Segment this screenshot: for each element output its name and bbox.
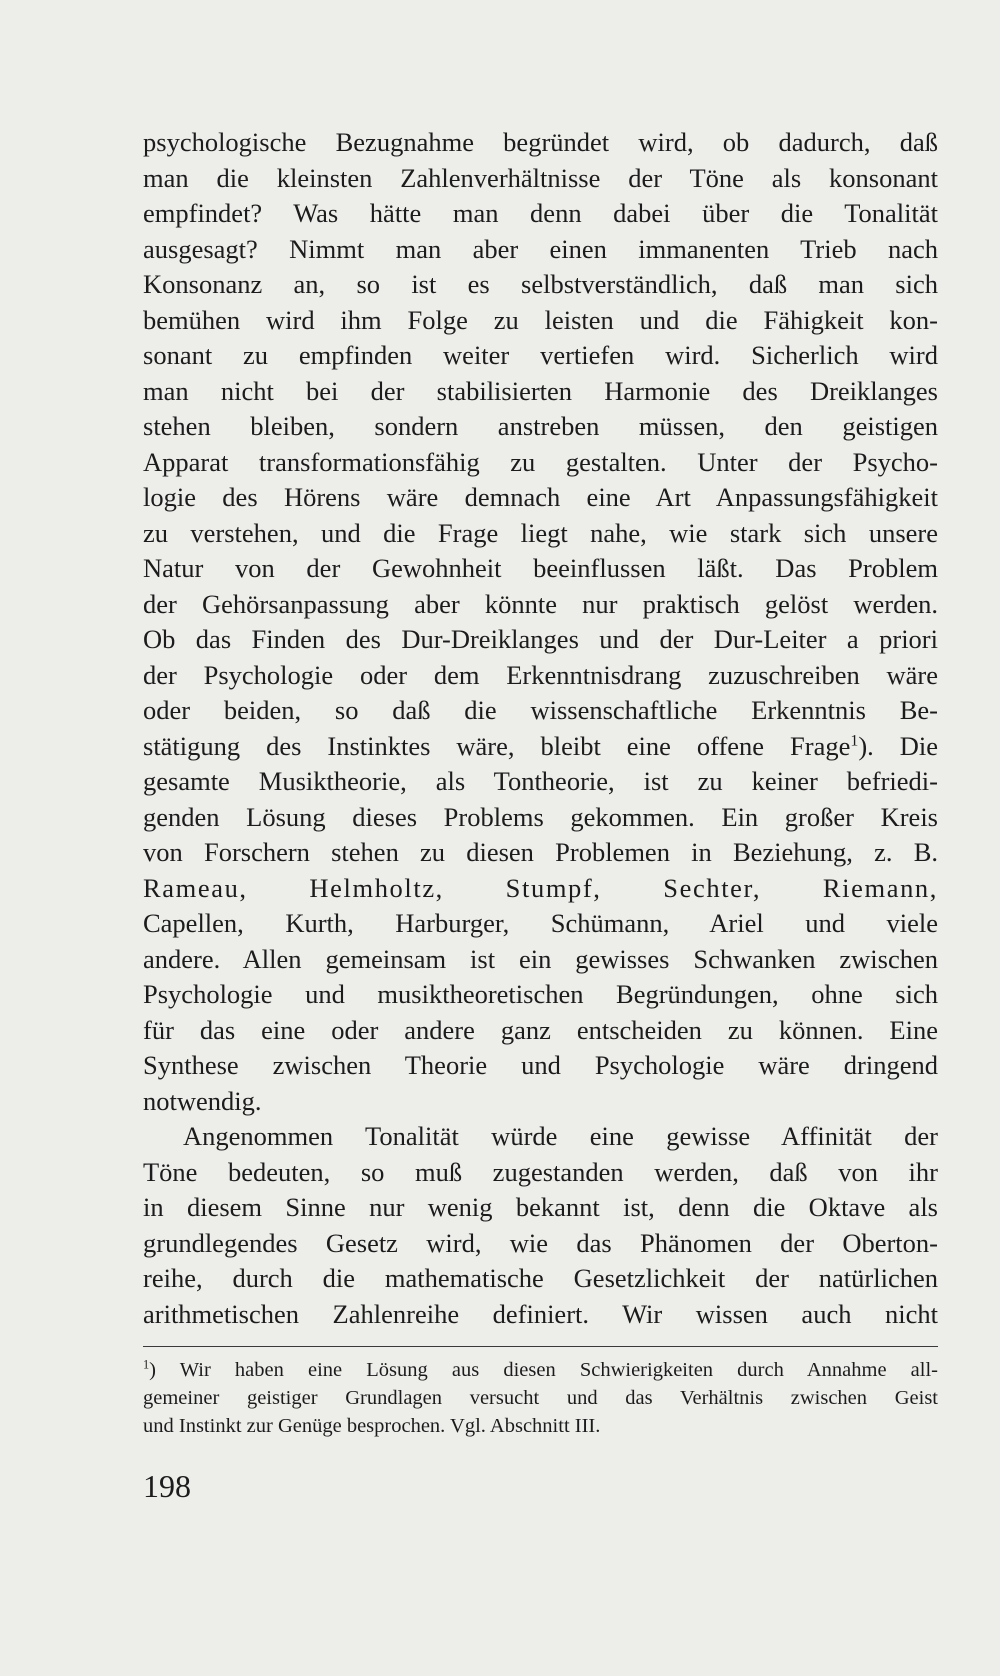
body-line: sonant zu empfinden weiter vertiefen wird. Sicherlich wird bbox=[143, 340, 938, 370]
body-line: bemühen wird ihm Folge zu leisten und die Fähigkeit kon- bbox=[143, 304, 938, 335]
body-line: stehen bleiben, sondern anstreben müssen, den geistigen bbox=[143, 411, 938, 441]
body-line: der Gehörsanpassung aber könnte nur praktisch gelöst werden. bbox=[143, 588, 938, 619]
body-line: der Psychologie oder dem Erkenntnisdrang zuzuschreiben wäre bbox=[143, 659, 938, 690]
footnotes bbox=[143, 1356, 938, 1440]
body-line: genden Lösung dieses Problems gekommen. Ein großer Kreis bbox=[143, 801, 938, 832]
footnote-divider bbox=[143, 1346, 938, 1347]
body-line: zu verstehen, und die Frage liegt nahe, wie stark sich unsere bbox=[143, 517, 938, 548]
body-line: oder beiden, so daß die wissenschaftliche Erkenntnis Be- bbox=[143, 695, 938, 725]
body-line: gesamte Musiktheorie, als Tontheorie, ist zu keiner befriedi- bbox=[143, 766, 938, 796]
body-line: Natur von der Gewohnheit beeinflussen läßt. Das Problem bbox=[143, 553, 938, 583]
body-line: für das eine oder andere ganz entscheiden zu können. Eine bbox=[143, 1014, 938, 1045]
footnote-line-text: ) Wir haben eine Lösung aus diesen Schwierigkeiten durch Annahme all- bbox=[149, 1359, 938, 1381]
body-line: notwendig. bbox=[143, 1085, 262, 1116]
body-line: Ob das Finden des Dur-Dreiklanges und der Dur-Leiter a priori bbox=[143, 624, 938, 654]
body-line: logie des Hörens wäre demnach eine Art Anpassungsfähigkeit bbox=[143, 482, 938, 512]
body-line: Synthese zwischen Theorie und Psychologie wäre dringend bbox=[143, 1050, 938, 1080]
body-line: Psychologie und musiktheoretischen Begründungen, ohne sich bbox=[143, 979, 938, 1009]
body-line: empfindet? Was hätte man denn dabei über die Tonalität bbox=[143, 198, 938, 228]
body-line: reihe, durch die mathematische Gesetzlichkeit der natürlichen bbox=[143, 1263, 938, 1293]
body-line: Rameau, Helmholtz, Stumpf, Sechter, Riemann, bbox=[143, 872, 938, 903]
body-line bbox=[143, 729, 938, 765]
body-line: man nicht bei der stabilisierten Harmonie des Dreiklanges bbox=[143, 375, 938, 406]
body-line: grundlegendes Gesetz wird, wie das Phänomen der Oberton- bbox=[143, 1227, 938, 1258]
body-line: arithmetischen Zahlenreihe definiert. Wir wissen auch nicht bbox=[143, 1298, 938, 1329]
body-line: ausgesagt? Nimmt man aber einen immanenten Trieb nach bbox=[143, 233, 938, 264]
body-line-text: stätigung des Instinktes wäre, bleibt eine offene Frage bbox=[143, 730, 851, 761]
footnote-marker: 1 bbox=[143, 1357, 150, 1372]
body-line: Töne bedeuten, so muß zugestanden werden, daß von ihr bbox=[143, 1156, 938, 1187]
footnote-line: und Instinkt zur Genüge besprochen. Vgl. Abschnitt III. bbox=[143, 1415, 601, 1437]
body-line: psychologische Bezugnahme begründet wird, ob dadurch, daß bbox=[143, 127, 938, 157]
body-line: Angenommen Tonalität würde eine gewisse Affinität der bbox=[183, 1121, 938, 1151]
body-text bbox=[143, 125, 938, 1332]
body-line: Konsonanz an, so ist es selbstverständlich, daß man sich bbox=[143, 269, 938, 299]
body-line: Apparat transformationsfähig zu gestalten. Unter der Psycho- bbox=[143, 446, 938, 477]
page-number: 198 bbox=[143, 1468, 191, 1504]
body-line: Capellen, Kurth, Harburger, Schümann, Ariel und viele bbox=[143, 908, 938, 938]
footnote-marker: 1 bbox=[850, 731, 859, 749]
body-line: man die kleinsten Zahlenverhältnisse der Töne als konsonant bbox=[143, 162, 938, 193]
body-line: andere. Allen gemeinsam ist ein gewisses Schwanken zwischen bbox=[143, 943, 938, 974]
body-line: in diesem Sinne nur wenig bekannt ist, denn die Oktave als bbox=[143, 1192, 938, 1222]
footnote-line bbox=[143, 1356, 938, 1384]
footnote-line: gemeiner geistiger Grundlagen versucht und das Verhältnis zwischen Geist bbox=[143, 1387, 938, 1409]
body-line: von Forschern stehen zu diesen Problemen in Beziehung, z. B. bbox=[143, 837, 938, 867]
body-line-text: ). Die bbox=[858, 730, 938, 761]
